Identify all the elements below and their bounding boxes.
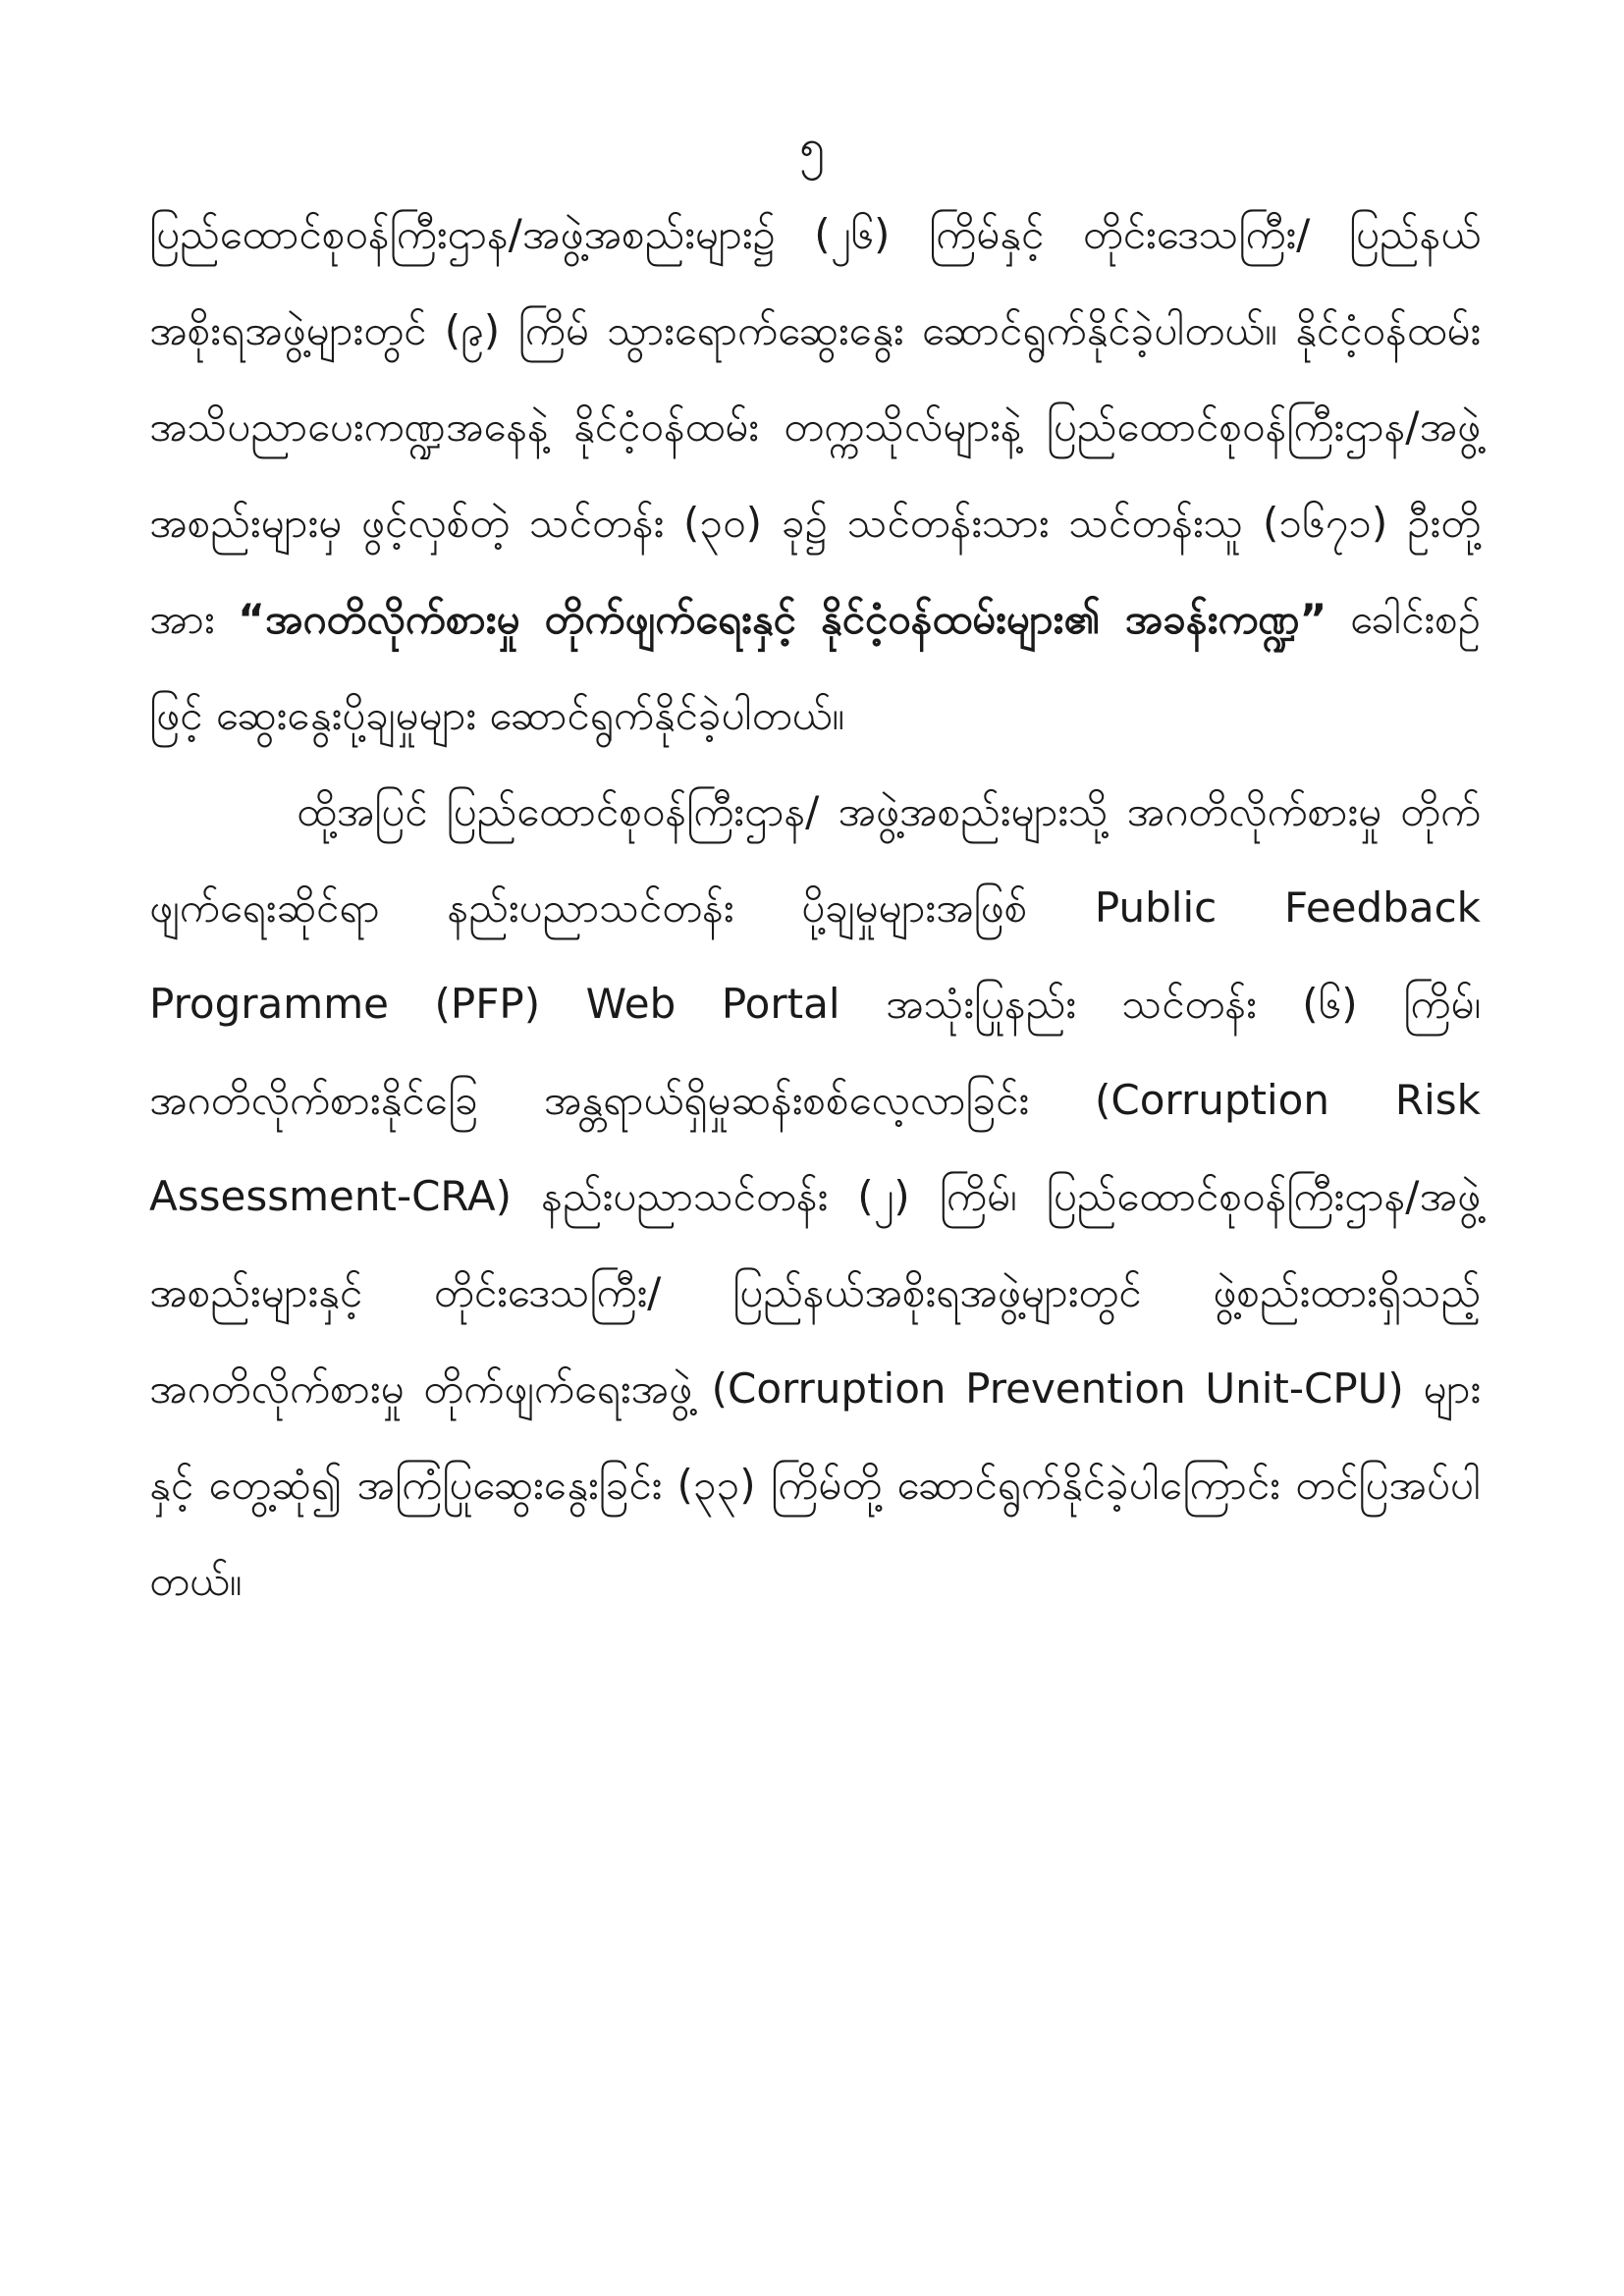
page-number: ၅ xyxy=(799,119,825,172)
body-text xyxy=(149,187,1481,1629)
paragraph-2-text: ထို့အပြင် ပြည်ထောင်စုဝန်ကြီးဌာန/ အဖွဲ့အစည်းများသို့ အဂတိလိုက်စားမှု တိုက်ဖျက်ရေးဆိုင်ရာ နည်းပညာသင်တန်း ပို့ချမှုများအဖြစ် Public Feedback Programme (PFP) Web Portal အသုံးပြုနည်း သင်တန်း (၆) ကြိမ်၊ အဂတိလိုက်စားနိုင်ခြေ အန္တရာယ်ရှိမှုဆန်းစစ်လေ့လာခြင်း (Corruption Risk Assessment-CRA) နည်းပညာသင်တန်း (၂) ကြိမ်၊ ပြည်ထောင်စုဝန်ကြီးဌာန/အဖွဲ့အစည်းများနှင့် တိုင်းဒေသကြီး/ ပြည်နယ်အစိုးရအဖွဲ့များတွင် ဖွဲ့စည်းထားရှိသည့် အဂတိလိုက်စားမှု တိုက်ဖျက်ရေးအဖွဲ့ (Corruption Prevention Unit-CPU) များနှင့် တွေ့ဆုံ၍ အကြံပြုဆွေးနွေးခြင်း (၃၃) ကြိမ်တို့ ဆောင်ရွက်နိုင်ခဲ့ပါကြောင်း တင်ပြအပ်ပါတယ်။ xyxy=(149,787,1481,1605)
paragraph-2 xyxy=(149,764,1481,1629)
paragraph-1-bold-title: “အဂတိလိုက်စားမှု တိုက်ဖျက်ရေးနှင့် နိုင်ငံ့ဝန်ထမ်းများ၏ အခန်းကဏ္ဍ” xyxy=(238,595,1327,643)
paragraph-1 xyxy=(149,187,1481,764)
paragraph-1-text-a: ပြည်ထောင်စုဝန်ကြီးဌာန/အဖွဲ့အစည်းများ၌ (၂၆) ကြိမ်နှင့် တိုင်းဒေသကြီး/ ပြည်နယ်အစိုးရအဖွဲ့များတွင် (၉) ကြိမ် သွားရောက်ဆွေးနွေး ဆောင်ရွက်နိုင်ခဲ့ပါတယ်။ နိုင်ငံ့ဝန်ထမ်း အသိပညာပေးကဏ္ဍအနေနဲ့ နိုင်ငံ့ဝန်ထမ်း တက္ကသိုလ်များနဲ့ ပြည်ထောင်စုဝန်ကြီးဌာန/အဖွဲ့အစည်းများမှ ဖွင့်လှစ်တဲ့ သင်တန်း (၃၀) ခု၌ သင်တန်းသား သင်တန်းသူ (၁၆၇၁) ဦးတို့အား xyxy=(149,210,1481,643)
paragraph-1-text-b: ခေါင်းစဉ်ဖြင့် ဆွေးနွေးပို့ချမှုများ ဆောင်ရွက်နိုင်ခဲ့ပါတယ်။ xyxy=(149,595,1481,739)
